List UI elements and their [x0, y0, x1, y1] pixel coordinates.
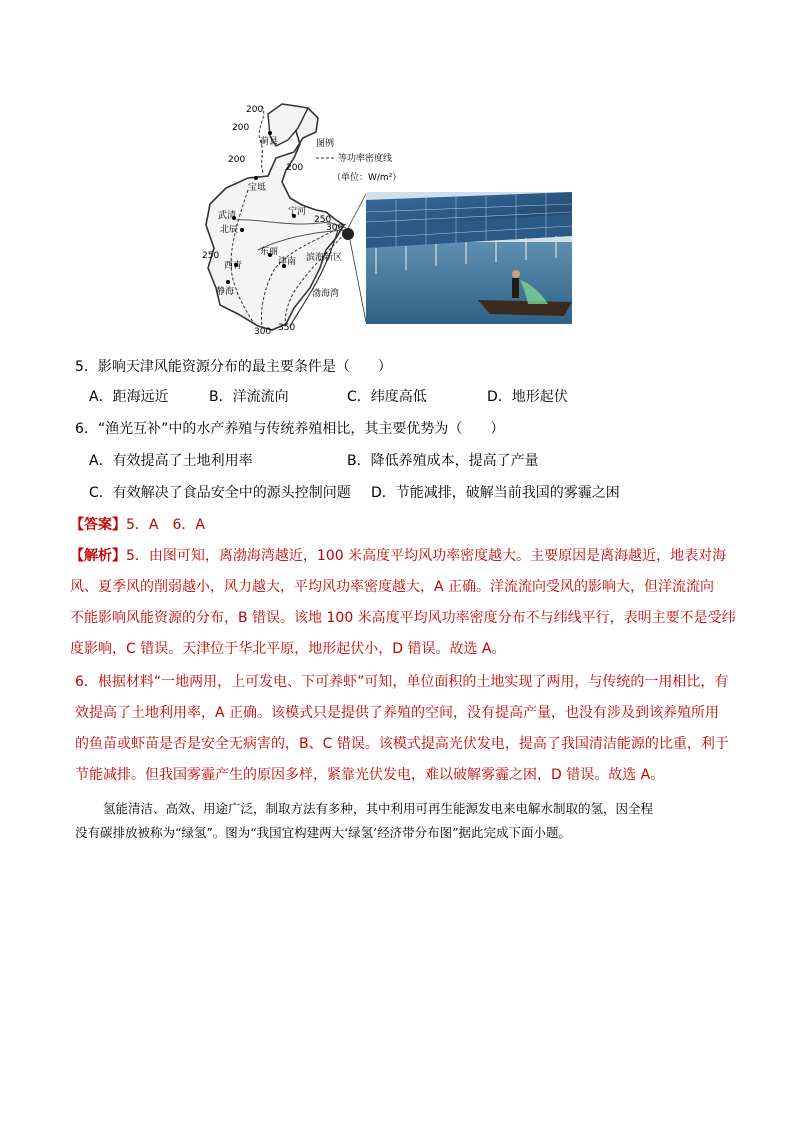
analysis-q6	[75, 667, 729, 791]
q6-option-d[interactable]: D．节能减排，破解当前我国的雾霾之困	[371, 485, 620, 501]
legend-title: 图例	[316, 139, 335, 149]
label-contour-200-d: 200	[286, 163, 304, 173]
label-contour-200-b: 200	[232, 123, 250, 133]
analysis-q5-line-4: 度影响，C 错误。天津位于华北平原，地形起伏小，D 错误。故选 A。	[70, 641, 506, 657]
legend-item: 等功率密度线	[338, 154, 393, 164]
analysis-q5-line-1	[70, 541, 727, 572]
hydrogen-intro-line-1: 氢能清洁、高效、用途广泛，制取方法有多种，其中利用可再生能源发电来电解水制取的氢，因全程	[103, 801, 654, 816]
dot-baodi	[254, 176, 258, 180]
label-wuqing: 武清	[218, 211, 237, 221]
label-contour-250-a: 250	[314, 215, 332, 225]
analysis-q6-line-2: 效提高了土地利用率，A 正确。该模式只是提供了养殖的空间，没有提高产量，也没有涉及到该养殖所用	[75, 705, 720, 721]
boat	[478, 300, 572, 316]
label-dongli: 东丽	[260, 247, 279, 257]
analysis-q5-line-3: 不能影响风能资源的分布，B 错误。该地 100 米高度平均风功率密度分布不与纬线平行，表明主要不是受纬	[70, 610, 736, 626]
analysis-q6-line-4: 节能减排。但我国雾霾产生的原因多样，紧靠光伏发电，难以破解雾霾之困，D 错误。故选 A。	[75, 767, 665, 783]
fisherman	[512, 278, 519, 298]
label-jinnan: 津南	[278, 257, 297, 267]
dot-jixian	[268, 131, 272, 135]
q6-option-c[interactable]: C．有效解决了食品安全中的源头控制问题	[89, 485, 351, 501]
q5-stem: 5．影响天津风能资源分布的最主要条件是（ ）	[75, 359, 392, 375]
q6-option-b[interactable]: B．降低养殖成本，提高了产量	[347, 453, 539, 469]
hydrogen-intro	[75, 797, 735, 845]
analysis-q6-line-3: 的鱼苗或虾苗是否是安全无病害的，B、C 错误。该模式提高光伏发电，提高了我国清洁能源的比重，利于	[75, 736, 729, 752]
analysis-q6-line-1: 6．根据材料“一地两用，上可发电、下可养虾”可知，单位面积的土地实现了两用，与传统的一用相比，有	[75, 674, 729, 690]
callout-line-bottom	[350, 240, 366, 322]
label-ninghe: 宁河	[288, 207, 307, 217]
answer-text: 5．A 6．A	[126, 517, 205, 533]
label-bohai: 渤海湾	[312, 289, 340, 299]
dot-beichen	[240, 228, 244, 232]
analysis-q5	[70, 541, 736, 665]
label-baodi: 宝坻	[248, 183, 267, 193]
fishery-solar-photo	[366, 192, 572, 324]
analysis-label: 【解析】	[70, 548, 126, 564]
q5-option-a[interactable]: A．距海远近	[89, 389, 169, 405]
tianjin-wind-map-figure	[198, 100, 578, 335]
label-contour-350: 350	[278, 323, 296, 333]
label-contour-250-b: 250	[202, 251, 220, 261]
analysis-q5-text-1: 5．由图可知，离渤海湾越近，100 米高度平均风功率密度越大。主要原因是离海越近，地表对海	[126, 548, 727, 564]
label-contour-200-c: 200	[228, 155, 246, 165]
q5-option-d[interactable]: D．地形起伏	[487, 389, 568, 405]
answer-row	[70, 515, 205, 535]
label-xiqing: 西青	[224, 261, 243, 271]
label-jinghai: 静海	[216, 287, 235, 297]
q5-option-c[interactable]: C．纬度高低	[347, 389, 427, 405]
label-jixian: 蓟县	[260, 137, 279, 147]
label-binhai: 滨海新区	[306, 253, 343, 263]
label-contour-200-a: 200	[246, 105, 264, 115]
hydrogen-intro-line-2: 没有碳排放被称为“绿氢”。图为“我国宜构建两大‘绿氢’经济带分布图”据此完成下面小题。	[75, 825, 572, 840]
label-beichen: 北辰	[220, 225, 239, 235]
fisherman-head	[512, 270, 520, 278]
q6-stem: 6．“渔光互补”中的水产养殖与传统养殖相比，其主要优势为（ ）	[75, 421, 505, 437]
answer-label: 【答案】	[70, 517, 126, 533]
label-contour-300-a: 300	[326, 223, 344, 233]
legend	[316, 137, 401, 183]
location-marker	[342, 228, 354, 240]
q6-option-a[interactable]: A．有效提高了土地利用率	[89, 453, 253, 469]
callout-line-top	[348, 194, 366, 228]
dot-jinghai	[226, 280, 230, 284]
label-contour-300-b: 300	[254, 327, 272, 335]
analysis-q5-line-2: 风、夏季风的削弱越小，风力越大，平均风功率密度越大，A 正确。洋流流向受风的影响大，但洋流流向	[70, 579, 715, 595]
q5-option-b[interactable]: B．洋流流向	[209, 389, 289, 405]
legend-unit: （单位：W/m²）	[332, 173, 402, 183]
